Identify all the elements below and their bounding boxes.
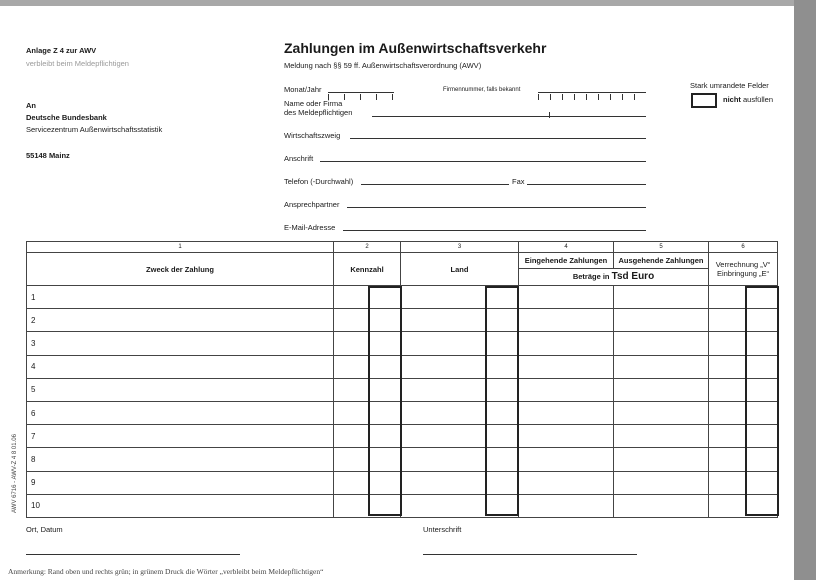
table-row	[27, 286, 778, 309]
incoming-cell[interactable]	[519, 494, 614, 517]
contact-label: Ansprechpartner	[284, 200, 340, 209]
contact-input[interactable]	[347, 207, 646, 208]
legend-thick-box	[691, 93, 717, 108]
scan-border-right	[794, 0, 816, 580]
outgoing-cell[interactable]	[614, 471, 709, 494]
col-number: 1	[27, 242, 334, 253]
incoming-cell[interactable]	[519, 471, 614, 494]
signature-input[interactable]	[423, 554, 637, 555]
table-row	[27, 471, 778, 494]
legend-note: nicht ausfüllen	[723, 95, 774, 104]
table-row	[27, 309, 778, 332]
incoming-cell[interactable]	[519, 448, 614, 471]
address-field-label: Anschrift	[284, 154, 314, 163]
name-label: Name oder Firma des Meldepflichtigen	[284, 99, 353, 117]
header-settlement: Verrechnung „V“ Einbringung „E“	[709, 253, 778, 286]
incoming-cell[interactable]	[519, 355, 614, 378]
month-year-input[interactable]	[328, 82, 394, 93]
address-to: An	[26, 101, 36, 110]
table-row	[27, 378, 778, 401]
form-title: Zahlungen im Außenwirtschaftsverkehr	[284, 40, 547, 56]
side-form-code: AWV 6716 - AWV-Z 4 8 01.06	[12, 434, 18, 513]
incoming-cell[interactable]	[519, 332, 614, 355]
outgoing-cell[interactable]	[614, 401, 709, 424]
row-number[interactable]: 9	[27, 471, 334, 494]
row-number[interactable]: 4	[27, 355, 334, 378]
fax-input[interactable]	[527, 184, 646, 185]
company-number-label: Firmennummer, falls bekannt	[443, 87, 521, 93]
place-date-label: Ort, Datum	[26, 525, 63, 534]
code-thick-box	[368, 286, 402, 516]
table-row	[27, 401, 778, 424]
outgoing-cell[interactable]	[614, 378, 709, 401]
header-amount-unit: Beträge in Tsd Euro	[572, 271, 655, 282]
table-row	[27, 425, 778, 448]
outgoing-cell[interactable]	[614, 425, 709, 448]
phone-input[interactable]	[361, 184, 509, 185]
address-input[interactable]	[320, 161, 646, 162]
address-city: 55148 Mainz	[26, 151, 70, 160]
column-number-row	[27, 242, 778, 253]
address-department: Servicezentrum Außenwirtschaftsstatistik	[26, 125, 163, 134]
signature-label: Unterschrift	[423, 525, 462, 534]
form-subtitle: Meldung nach §§ 59 ff. Außenwirtschaftsverordnung (AWV)	[284, 61, 482, 70]
place-date-input[interactable]	[26, 554, 240, 555]
row-number[interactable]: 2	[27, 309, 334, 332]
country-thick-box	[485, 286, 519, 516]
col-number: 3	[401, 242, 519, 253]
row-number[interactable]: 6	[27, 401, 334, 424]
row-number[interactable]: 1	[27, 286, 334, 309]
header-outgoing: Ausgehende Zahlungen	[618, 256, 704, 265]
row-number[interactable]: 5	[27, 378, 334, 401]
table-row	[27, 355, 778, 378]
address-recipient: Deutsche Bundesbank	[26, 113, 107, 122]
outgoing-cell[interactable]	[614, 309, 709, 332]
outgoing-cell[interactable]	[614, 286, 709, 309]
table-row	[27, 332, 778, 355]
company-number-input[interactable]	[538, 82, 646, 93]
row-number[interactable]: 3	[27, 332, 334, 355]
settlement-thick-box	[745, 286, 779, 516]
incoming-cell[interactable]	[519, 425, 614, 448]
incoming-cell[interactable]	[519, 286, 614, 309]
incoming-cell[interactable]	[519, 401, 614, 424]
incoming-cell[interactable]	[519, 378, 614, 401]
header-code: Kennzahl	[334, 253, 401, 286]
col-number: 5	[614, 242, 709, 253]
form-id: Anlage Z 4 zur AWV	[26, 46, 97, 55]
outgoing-cell[interactable]	[614, 355, 709, 378]
row-number[interactable]: 7	[27, 425, 334, 448]
email-input[interactable]	[343, 230, 646, 231]
header-incoming: Eingehende Zahlungen	[519, 253, 614, 268]
name-input[interactable]	[372, 116, 646, 117]
header-row	[27, 253, 778, 286]
sector-input[interactable]	[350, 138, 646, 139]
sector-label: Wirtschaftszweig	[284, 131, 341, 140]
outgoing-cell[interactable]	[614, 494, 709, 517]
header-country: Land	[401, 253, 519, 286]
col-number: 4	[519, 242, 614, 253]
col-number: 2	[334, 242, 401, 253]
legend-text: Stark umrandete Felder	[690, 81, 769, 90]
col-number: 6	[709, 242, 778, 253]
header-amounts	[519, 253, 709, 286]
fax-label: Fax	[512, 177, 525, 186]
payments-table	[26, 241, 778, 518]
table-row	[27, 448, 778, 471]
scan-border-top	[0, 0, 816, 6]
month-year-label: Monat/Jahr	[284, 85, 322, 94]
email-label: E-Mail-Adresse	[284, 223, 336, 232]
outgoing-cell[interactable]	[614, 448, 709, 471]
outgoing-cell[interactable]	[614, 332, 709, 355]
phone-label: Telefon (-Durchwahl)	[284, 177, 354, 186]
table-row	[27, 494, 778, 517]
footer-remark: Anmerkung: Rand oben und rechts grün; in grünem Druck die Wörter „verbleibt beim Meldepflichtigen“	[8, 567, 324, 576]
row-number[interactable]: 10	[27, 494, 334, 517]
stays-note: verbleibt beim Meldepflichtigen	[26, 59, 129, 68]
incoming-cell[interactable]	[519, 309, 614, 332]
header-purpose: Zweck der Zahlung	[27, 253, 334, 286]
row-number[interactable]: 8	[27, 448, 334, 471]
